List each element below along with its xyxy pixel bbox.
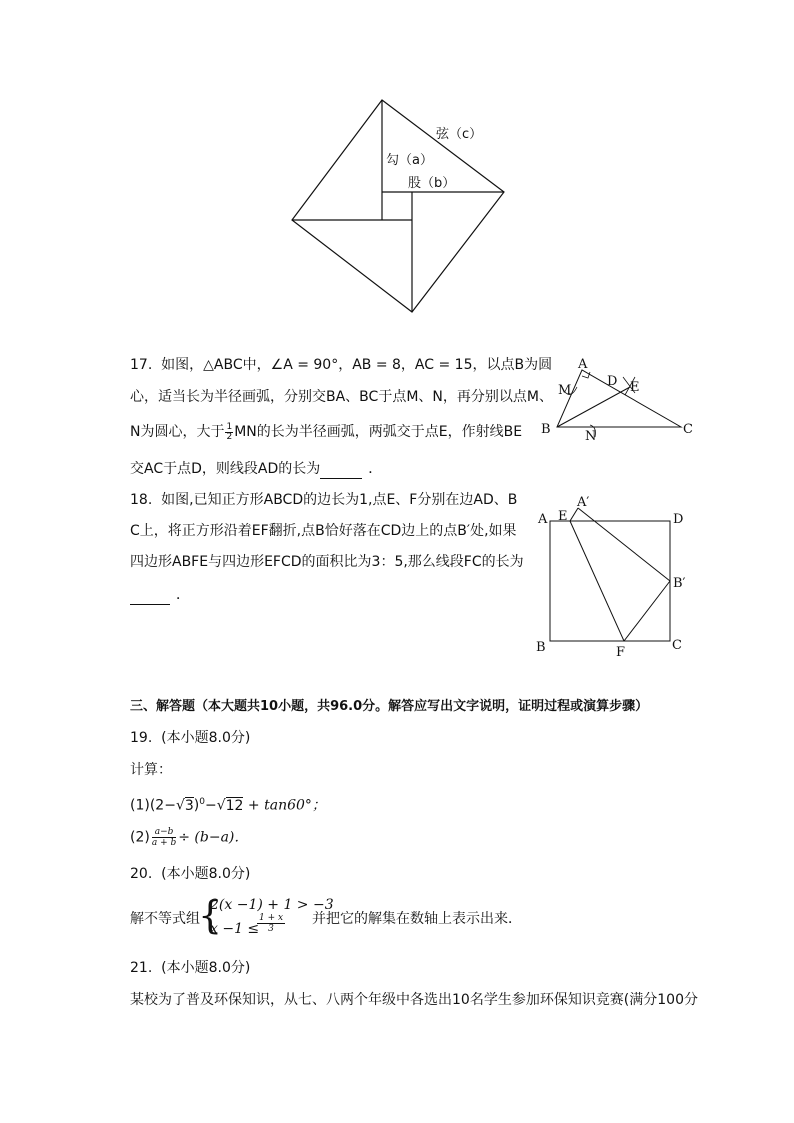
- q18-square-fold-figure: [530, 490, 705, 660]
- q19-intro: 计算：: [130, 762, 172, 778]
- section3-heading: 三、解答题（本大题共10小题，共96.0分。解答应写出文字说明，证明过程或演算步骤）: [130, 699, 649, 714]
- q20-title: 20. (本小题8.0分): [130, 866, 251, 882]
- q19-part1-mid: ): [193, 797, 200, 814]
- q19-title: 19. (本小题8.0分): [130, 730, 251, 746]
- sqrt-icon: √: [175, 797, 185, 814]
- q19-part1-pre: (1)(2−: [130, 797, 176, 814]
- q18-label-D: D: [673, 512, 684, 527]
- q19-part1-post: + tan60°；: [243, 797, 326, 814]
- q19-frac-num: a−b: [152, 827, 176, 838]
- q18-line3: 四边形ABFE与四边形EFCD的面积比为3：5,那么线段FC的长为: [130, 554, 524, 570]
- q17-line4-pre: 交AC于点D，则线段AD的长为: [130, 461, 321, 477]
- q17-label-M: M: [558, 383, 572, 398]
- q17-label-N: N: [585, 429, 597, 444]
- q17-answer-blank[interactable]: [320, 464, 362, 479]
- q18-label-C: C: [672, 638, 682, 653]
- q20-pre: 解不等式组: [130, 911, 200, 927]
- q18-answer-blank[interactable]: [130, 590, 170, 605]
- q19-part1-minus: −: [204, 797, 217, 814]
- q17-label-A: A: [578, 357, 588, 372]
- q18-line4-post: ．: [176, 587, 190, 603]
- q17-line2: 心，适当长为半径画弧，分别交BA、BC于点M、N，再分别以点M、: [130, 389, 553, 405]
- q19-part1-exp: 0: [199, 797, 205, 807]
- q20-inequality-1: 2(x −1) + 1 > −3: [210, 897, 334, 913]
- q18-label-B: B: [536, 640, 546, 655]
- q17-label-B: B: [541, 422, 551, 437]
- q17-line4-post: ．: [368, 461, 383, 477]
- q18-label-B-prime: B′: [673, 576, 686, 591]
- q20-post: 并把它的解集在数轴上表示出来．: [312, 911, 522, 927]
- q19-part2-pre: (2): [130, 829, 150, 846]
- q19-part1: [130, 792, 326, 816]
- brace-icon: {: [198, 893, 223, 937]
- q20-fraction: [257, 913, 285, 934]
- q17-line1: 17. 如图，△ABC中，∠A = 90°，AB = 8，AC = 15，以点B为圆: [130, 357, 553, 373]
- q17-label-E: E: [630, 380, 640, 395]
- q17-line3-pre: N为圆心，大于: [130, 424, 225, 440]
- label-leg-b: 股（b）: [408, 176, 456, 191]
- q19-sqrt12: 12: [225, 797, 244, 814]
- q20-frac-num: 1 + x: [259, 913, 284, 923]
- q20-system: [130, 895, 550, 939]
- q17-line3-post: MN的长为半径画弧，两弧交于点E，作射线BE: [234, 424, 523, 440]
- q18-line2: C上，将正方形沿着EF翻折,点B恰好落在CD边上的点B′处,如果: [130, 523, 517, 539]
- q18-label-F: F: [616, 645, 626, 660]
- q18-line4: [130, 585, 190, 605]
- q19-frac-den: a + b: [151, 838, 177, 848]
- q18-line1: 18. 如图,已知正方形ABCD的边长为1,点E、F分别在边AD、B: [130, 492, 518, 508]
- q18-label-A-prime: A′: [577, 495, 590, 510]
- q20-inequality-2: x −1 ≤: [210, 921, 260, 937]
- q21-title: 21. (本小题8.0分): [130, 960, 251, 976]
- q18-label-A: A: [538, 512, 548, 527]
- pythagorean-square-figure: [280, 90, 520, 320]
- q19-part2-post: ÷ (b−a)．: [178, 829, 249, 846]
- label-hypotenuse-c: 弦（c）: [436, 127, 483, 142]
- q19-sqrt3: 3: [184, 797, 194, 814]
- label-leg-a: 勾（a）: [386, 153, 433, 168]
- q17-line3: [130, 422, 522, 442]
- q17-frac-num: 1: [226, 421, 233, 432]
- q19-part2: [130, 827, 248, 848]
- q17-fraction: [225, 423, 233, 442]
- q21-line1: 某校为了普及环保知识，从七、八两个年级中各选出10名学生参加环保知识竞赛(满分100分: [130, 992, 698, 1008]
- q17-line4: [130, 459, 382, 479]
- sqrt-icon: √: [216, 797, 226, 814]
- q17-label-D: D: [607, 374, 618, 389]
- q18-label-E: E: [558, 509, 568, 524]
- q20-frac-den: 3: [268, 924, 274, 934]
- q17-label-C: C: [683, 422, 693, 437]
- q17-triangle-figure: [535, 355, 700, 445]
- q17-frac-den: 2: [226, 431, 233, 442]
- q19-fraction: [152, 827, 176, 848]
